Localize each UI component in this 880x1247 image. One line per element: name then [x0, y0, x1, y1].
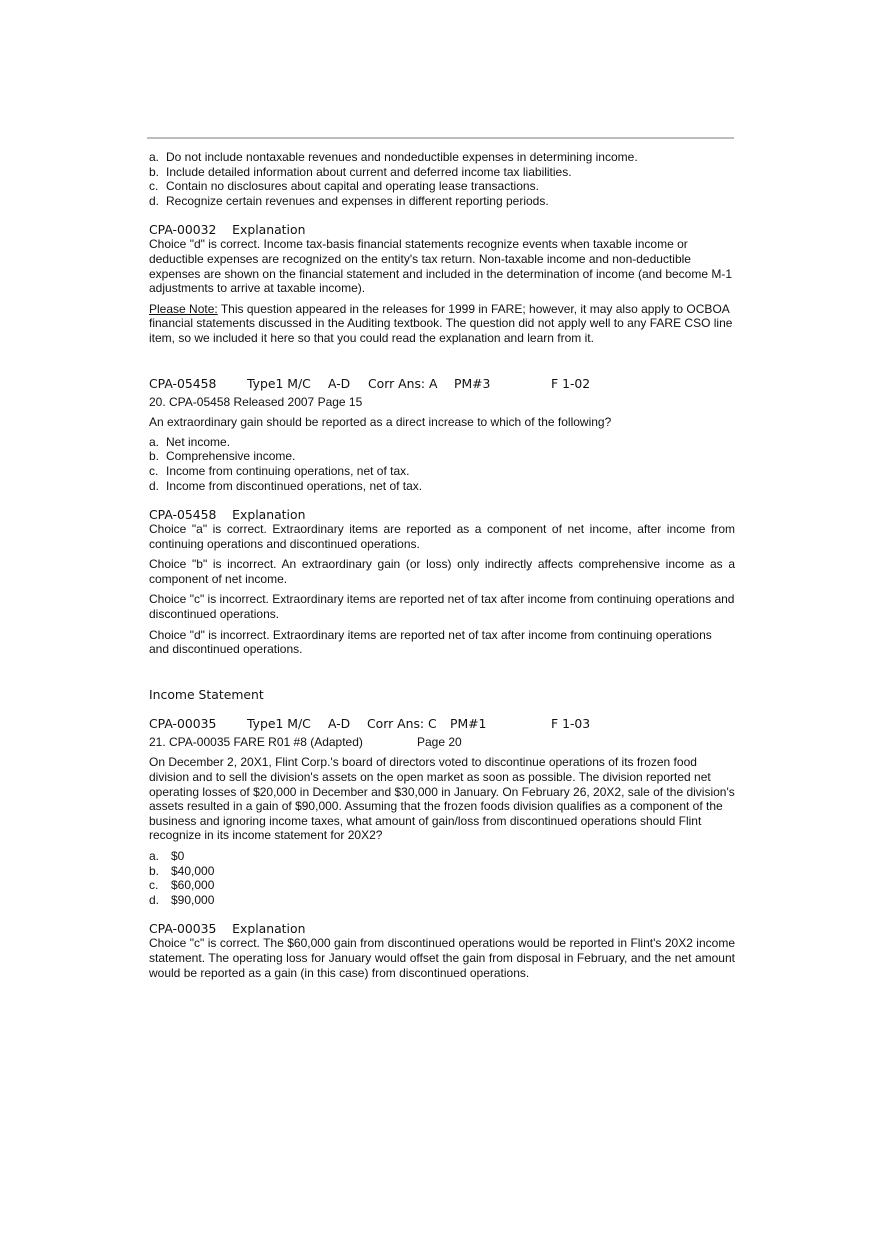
question-text: On December 2, 20X1, Flint Corp.'s board of directors voted to discontinue operations of its frozen food division and to sell the division's assets on the open market as soon as possible. The division reported net operating losses of $20,000 in December and $30,000 in January. On February 26, 20X2, sale of the division's assets resulted in a gain of $90,000. Assuming that the frozen foods division qualifies as a component of the business and ignoring income taxes, what amount of gain/loss from discontinued operations should Flint recognize in its income statement for 20X2?: [149, 755, 735, 843]
page-reference: Page 20: [417, 734, 462, 749]
question-meta-line: CPA-00035 Type1 M/C A-D Corr Ans: C PM#1 F 1-03: [149, 715, 591, 731]
answer-option: b. Include detailed information about current and deferred income tax liabilities.: [149, 164, 572, 179]
answer-option: d. Income from discontinued operations, net of tax.: [149, 478, 423, 493]
explanation-text: Choice "c" is correct. The $60,000 gain from discontinued operations would be reported in Flint's 20X2 income statement. The operating loss for January would offset the gain from disposal in February, and the net amount would be reported as a gain (in this case) from discontinued operations.: [149, 936, 735, 980]
explanation-text: Choice "d" is correct. Income tax-basis financial statements recognize events when taxable income or deductible expenses are recognized on the entity's tax return. Non-taxable income and non-deductible expenses are shown on the financial statement and included in the determination of income (and become M-1 adjustments to arrive at taxable income).: [149, 237, 733, 296]
explanation-text: Choice "a" is correct. Extraordinary items are reported as a component of net income, after income from continuing operations and discontinued operations.: [149, 522, 735, 551]
answer-option: d. Recognize certain revenues and expenses in different reporting periods.: [149, 193, 549, 208]
explanation-header: CPA-05458 Explanation: [149, 507, 306, 523]
explanation-header: CPA-00032 Explanation: [149, 222, 306, 238]
page-content: [149, 150, 735, 980]
question-text: An extraordinary gain should be reported as a direct increase to which of the following?: [149, 415, 612, 430]
section-title: Income Statement: [149, 686, 264, 702]
note-text: This question appeared in the releases for 1999 in FARE; however, it may also apply to OCBOA financial statements discussed in the Auditing textbook. The question did not apply well to any FARE CSO line item, so we included it here so that you could read the explanation and learn from it.: [149, 301, 733, 345]
explanation-text: Choice "c" is incorrect. Extraordinary items are reported net of tax after income from continuing operations and discontinued operations.: [149, 592, 735, 622]
question-number-line: 20. CPA-05458 Released 2007 Page 15: [149, 394, 363, 409]
answer-option: d. $90,000: [149, 892, 215, 907]
note-label: Please Note:: [149, 301, 218, 316]
explanation-header: CPA-00035 Explanation: [149, 921, 306, 937]
answer-option: b. $40,000: [149, 863, 215, 878]
answer-option: c. Contain no disclosures about capital and operating lease transactions.: [149, 179, 539, 194]
q20-options: [149, 435, 735, 493]
answer-option: c. Income from continuing operations, net of tax.: [149, 463, 410, 478]
q21-options: [149, 849, 735, 907]
explanation-text: Choice "b" is incorrect. An extraordinary gain (or loss) only indirectly affects comprehensive income as a component of net income.: [149, 557, 735, 586]
answer-option: a. Net income.: [149, 434, 231, 449]
answer-option: c. $60,000: [149, 878, 215, 893]
answer-option: b. Comprehensive income.: [149, 449, 296, 464]
explanation-text: Choice "d" is incorrect. Extraordinary items are reported net of tax after income from continuing operations and discontinued operations.: [149, 627, 712, 657]
header-rule: [147, 137, 734, 139]
q1-options: [149, 150, 735, 208]
please-note: [149, 302, 735, 346]
question-number-line: 21. CPA-00035 FARE R01 #8 (Adapted) Page 20: [149, 734, 462, 749]
answer-option: a. $0: [149, 849, 185, 863]
question-meta-line: CPA-05458 Type1 M/C A-D Corr Ans: A PM#3 F 1-02: [149, 375, 591, 391]
answer-option: a. Do not include nontaxable revenues and nondeductible expenses in determining income.: [149, 150, 638, 164]
